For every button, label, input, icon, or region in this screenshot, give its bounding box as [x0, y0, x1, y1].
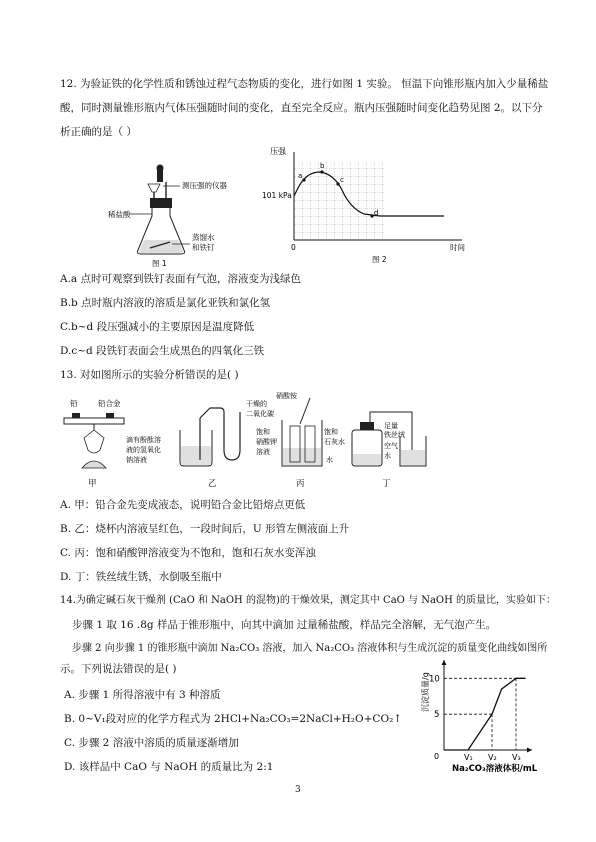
u-tube-link — [200, 408, 210, 418]
label-air: 空气 — [384, 442, 398, 450]
y-axis-label: 压强 — [270, 147, 286, 156]
q14-chart — [404, 652, 540, 776]
label-kno3-1: 饱和 — [256, 428, 270, 436]
beaker-solution — [181, 446, 211, 465]
x-arrow — [527, 748, 532, 753]
label-acid: 稀盐酸 — [108, 210, 131, 219]
label-water: 蒸馏水 — [192, 233, 215, 242]
label-nails: 和铁钉 — [192, 243, 215, 252]
flame — [84, 430, 104, 453]
q12-figure1 — [108, 162, 278, 270]
y-tick-10: 10 — [429, 674, 440, 685]
flask-liquid — [139, 240, 183, 253]
label-kno3-3: 溶液 — [256, 448, 270, 456]
chart-xlabel: Na₂CO₃溶液体积/mL — [452, 764, 538, 774]
caption-jia: 甲 — [88, 479, 97, 489]
q14-stem-line1: 14.为确定碱石灰干燥剂 (CaO 和 NaOH 的混物)的干燥效果，测定其中 CaO 与 NaOH 的质量比，实验如下： — [60, 595, 557, 606]
q12-stem-line3: 析正确的是（ ） — [60, 126, 137, 138]
x-tick-0: 0 — [434, 752, 440, 761]
y-tick-101: 101 kPa — [262, 191, 292, 200]
q13-figure — [60, 390, 440, 490]
label-gauge: 测压强的仪器 — [182, 181, 227, 190]
label-phenol-2: 液的氢氧化 — [126, 446, 161, 454]
label-lead: 铅 — [70, 399, 78, 408]
q14-option-a: A. 步骤 1 所得溶液中有 3 种溶质 — [64, 689, 221, 701]
q14-option-c: C. 步骤 2 溶液中溶质的质量逐渐增加 — [64, 737, 239, 749]
q14-step2-line1: 步骤 2 向步骤 1 的锥形瓶中滴加 Na₂CO₃ 溶液，加入 Na₂CO₃ 溶液体积与生成沉淀的质量变化曲线如图所 — [72, 643, 548, 654]
q14-option-b: B. 0~V₁段对应的化学方程式为 2HCl+Na₂CO₃=2NaCl+H₂O+CO₂↑ — [64, 713, 403, 725]
gauge-bulb — [157, 165, 164, 172]
lead-piece — [72, 413, 80, 418]
grid-area — [294, 162, 384, 240]
funnel-top — [148, 184, 160, 192]
page-number: 3 — [295, 785, 301, 795]
label-kno3-2: 硝酸钾 — [256, 438, 277, 446]
chart-guides — [444, 678, 516, 750]
bottle-water — [353, 454, 381, 465]
label-co2-2: 二氧化碳 — [246, 410, 274, 418]
q13-option-a: A. 甲：铅合金先变成液态，说明铅合金比铅熔点更低 — [60, 499, 306, 511]
fig1-caption: 图 1 — [152, 259, 167, 268]
point-b — [320, 170, 323, 173]
label-iron-2: 铁丝绒 — [384, 431, 405, 439]
fig2-caption: 图 2 — [372, 255, 387, 264]
apparatus-yi — [126, 399, 274, 489]
y-tick-5: 5 — [434, 710, 440, 721]
q13-option-c: C. 丙：饱和硝酸钾溶液变为不饱和，饱和石灰水变浑浊 — [60, 547, 316, 559]
metal-plate — [64, 418, 124, 424]
point-c-label: c — [340, 176, 344, 184]
point-a-label: a — [298, 172, 303, 180]
q12-option-d: D.c~d 段铁钉表面会生成黑色的四氧化三铁 — [60, 345, 265, 357]
point-d-label: d — [374, 209, 379, 217]
label-phenol-1: 滴有酚酞溶 — [126, 436, 161, 444]
label-co2-1: 干燥的 — [246, 400, 267, 408]
beaker-ding-water — [401, 450, 425, 465]
alcohol-lamp — [82, 461, 106, 468]
q13-stem: 13. 对如图所示的实验分析错误的是( ) — [60, 369, 239, 381]
caption-ding: 丁 — [382, 479, 391, 489]
q14-step2-line2: 示。下列说法错误的是( ) — [60, 663, 177, 675]
label-lime-1: 饱和 — [324, 428, 338, 436]
q13-option-d: D. 丁：铁丝绒生锈，水倒吸至瓶中 — [60, 571, 222, 583]
q12-option-b: B.b 点时瓶内溶液的溶质是氯化亚铁和氯化氢 — [60, 297, 271, 309]
label-lime-2: 石灰水 — [324, 438, 345, 446]
x-tick-v3: V₃ — [512, 753, 521, 762]
apparatus-ding — [352, 412, 426, 489]
q12-figure2 — [262, 144, 482, 266]
alloy-piece — [106, 413, 114, 418]
x-axis-label: 时间 — [450, 243, 465, 252]
q12-stem-line2: 酸，同时测量锥形瓶内气体压强随时间的变化，直至完全反应。瓶内压强随时间变化趋势见图 2。以下分 — [60, 102, 543, 114]
label-nh4no3: 硝酸铵 — [276, 392, 297, 400]
point-a — [302, 178, 305, 181]
point-b-label: b — [320, 162, 325, 170]
apparatus-jia — [64, 398, 124, 489]
apparatus-bing — [256, 391, 345, 489]
caption-bing: 丙 — [296, 479, 305, 489]
label-iron-1: 足量 — [384, 422, 398, 430]
q14-option-d: D. 该样品中 CaO 与 NaOH 的质量比为 2:1 — [64, 761, 274, 773]
x-tick-v2: V₂ — [488, 753, 497, 762]
q14-step1: 步骤 1 取 16 .8g 样品于锥形瓶中，向其中滴加 过量稀盐酸，样品完全溶解，无气泡产生。 — [72, 619, 497, 631]
chart-ylabel: 沉淀质量/g — [421, 672, 430, 712]
bottle-stopper — [360, 422, 374, 430]
label-alloy: 铅合金 — [98, 399, 121, 408]
label-water: 水 — [326, 456, 333, 464]
spoon — [300, 398, 310, 424]
caption-yi: 乙 — [208, 479, 217, 489]
y-arrow — [442, 660, 447, 665]
q12-stem-line1: 12. 为验证铁的化学性质和锈蚀过程气态物质的变化，进行如图 1 实验。 恒温下向锥形瓶内加入少量稀盐 — [60, 78, 549, 90]
label-water2: 水 — [384, 452, 391, 460]
q13-option-b: B. 乙：烧杯内溶液呈红色，一段时间后，U 形管左侧液面上升 — [60, 523, 350, 535]
q12-option-a: A.a 点时可观察到铁钉表面有气泡，溶液变为浅绿色 — [60, 273, 302, 285]
q12-option-c: C.b~d 段压强减小的主要原因是温度降低 — [60, 321, 255, 333]
x-tick-v1: V₁ — [464, 753, 473, 762]
origin-label: 0 — [291, 243, 296, 252]
label-phenol-3: 钠溶液 — [126, 456, 147, 464]
